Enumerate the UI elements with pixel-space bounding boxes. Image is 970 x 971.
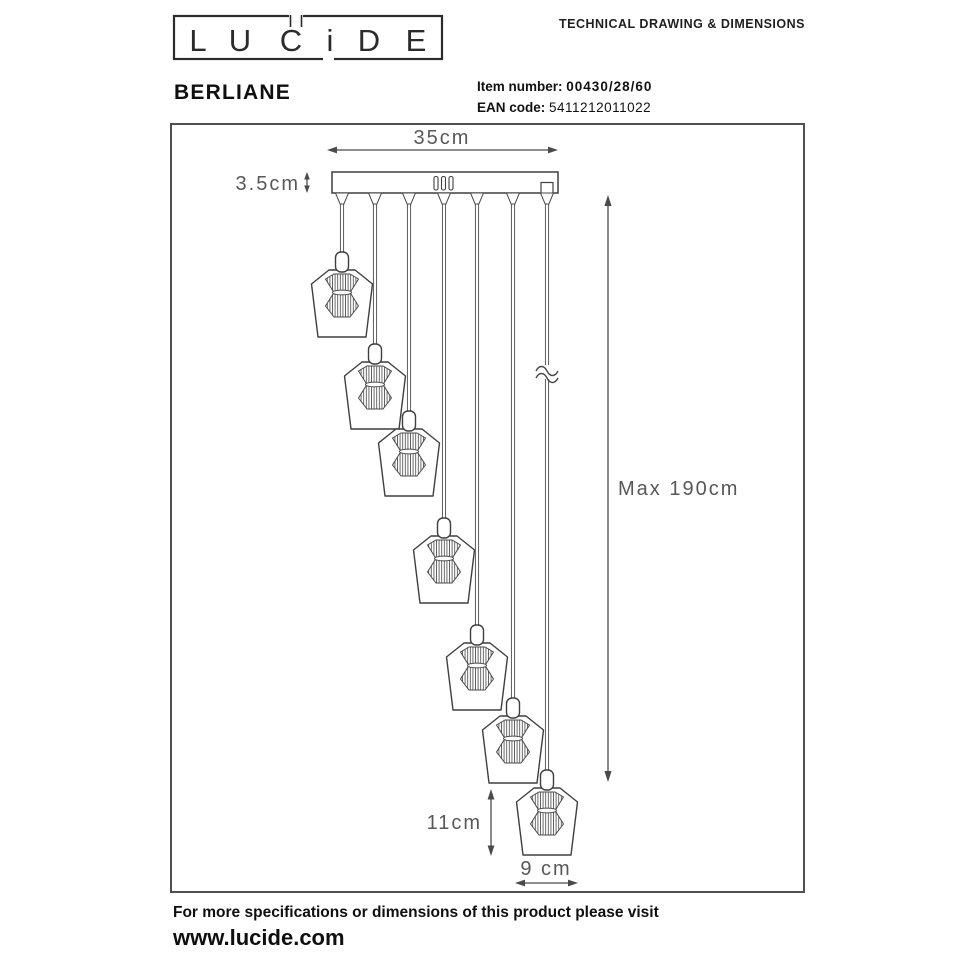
max-drop-label: Max 190cm: [618, 478, 740, 500]
dimension-shade-width: [515, 880, 578, 887]
cord: [545, 193, 548, 773]
cord: [442, 193, 445, 521]
ceiling-plate: [332, 172, 558, 194]
cord: [373, 193, 376, 347]
lucide-logo: [170, 10, 450, 66]
logo-letter: E: [405, 23, 427, 58]
logo-letter: i: [326, 23, 334, 58]
product-name: BERLIANE: [174, 81, 291, 104]
socket: [403, 411, 416, 431]
cage-waist: [504, 736, 523, 741]
logo-frame: [174, 16, 442, 59]
logo-letter: D: [357, 23, 381, 58]
item-number-row: [477, 77, 652, 98]
shade-height-label: 11cm: [426, 812, 482, 834]
socket: [541, 770, 554, 790]
cord-grip: [438, 193, 451, 204]
plate-height-label: 3.5cm: [235, 173, 300, 195]
cord: [407, 193, 410, 414]
product-codes: [477, 77, 652, 119]
cord-grip: [403, 193, 416, 204]
item-number-value: 00430/28/60: [566, 79, 653, 94]
socket: [438, 518, 451, 538]
pendant-lamp-1: [312, 193, 373, 337]
drawing-frame: [170, 123, 805, 893]
footer-website: www.lucide.com: [173, 925, 345, 950]
cage-waist: [400, 449, 419, 454]
cord-grip: [336, 193, 349, 204]
dimension-max-drop: [604, 195, 611, 782]
cord: [511, 193, 514, 701]
pendant-drawing: [172, 125, 803, 891]
cord-grip: [471, 193, 484, 204]
ean-row: [477, 98, 652, 119]
dimension-plate-height: [304, 172, 310, 193]
socket: [336, 252, 349, 272]
ean-label: EAN code:: [477, 99, 546, 115]
cord: [475, 193, 478, 628]
cage-waist: [468, 663, 487, 668]
plate-cord-box: [541, 183, 553, 194]
plate-width-label: 35cm: [413, 127, 471, 149]
cord-grip: [507, 193, 520, 204]
cage-waist: [435, 556, 454, 561]
shade-width-label: 9 cm: [520, 858, 572, 880]
pendant-lamps: [312, 193, 578, 855]
logo-letter: L: [189, 23, 207, 58]
ean-value: 5411212011022: [549, 99, 652, 115]
cord-grip: [541, 193, 554, 204]
cage-waist: [538, 808, 557, 813]
pendant-lamp-3: [379, 193, 440, 496]
footer-note: For more specifications or dimensions of this product please visit: [173, 904, 659, 921]
logo-letter: U: [228, 23, 252, 58]
item-number-label: Item number:: [477, 79, 563, 94]
sheet-title: TECHNICAL DRAWING & DIMENSIONS: [558, 17, 805, 31]
cage-waist: [333, 290, 352, 295]
footer: [173, 904, 659, 951]
cage-waist: [366, 382, 385, 387]
socket: [471, 625, 484, 645]
dimension-shade-height: [488, 789, 495, 856]
pendant-lamp-4: [414, 193, 475, 603]
logo-letter: C: [279, 23, 303, 58]
socket: [507, 698, 520, 718]
cord-grip: [369, 193, 382, 204]
pendant-lamp-5: [447, 193, 508, 710]
socket: [369, 344, 382, 364]
